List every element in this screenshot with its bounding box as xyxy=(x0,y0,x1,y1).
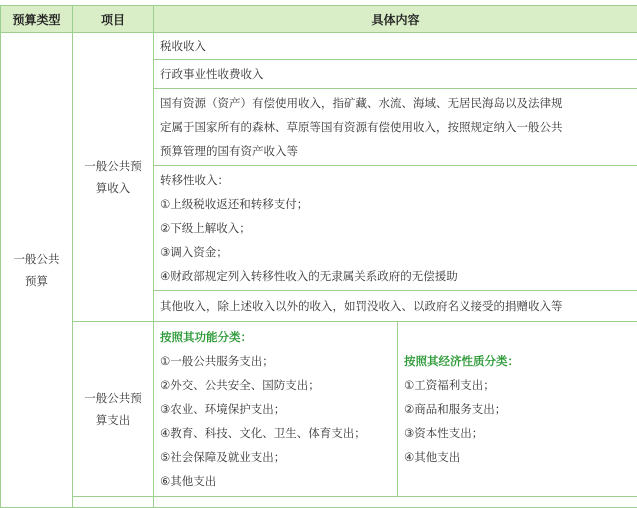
table-row xyxy=(1,322,637,497)
revenue-state-assets xyxy=(154,89,637,166)
revenue-transfer xyxy=(154,166,637,291)
revenue-label-2: 算收入 xyxy=(79,177,147,199)
functional-item: ⑤社会保障及就业支出； xyxy=(160,445,391,469)
transfer-line: 转移性收入： xyxy=(160,168,631,192)
functional-item: ①一般公共服务支出； xyxy=(160,349,391,373)
economic-item: ④其他支出 xyxy=(404,445,631,469)
transfer-line: ②下级上解收入； xyxy=(160,216,631,240)
header-row xyxy=(1,6,637,33)
header-item: 项目 xyxy=(73,6,154,33)
revenue-fees: 行政事业性收费收入 xyxy=(154,60,637,89)
functional-item: ②外交、公共安全、国防支出； xyxy=(160,373,391,397)
economic-classification xyxy=(398,322,637,496)
functional-item: ③农业、环境保护支出； xyxy=(160,397,391,421)
budget-table xyxy=(0,5,637,508)
functional-classification xyxy=(154,322,398,496)
header-content: 具体内容 xyxy=(154,6,637,33)
category-label-2: 预算 xyxy=(7,270,66,292)
revenue-other: 其他收入，除上述收入以外的收入，如罚没收入、以政府名义接受的捐赠收入等 xyxy=(154,291,637,322)
expenditure-item-cell xyxy=(73,322,154,497)
revenue-tax: 税收收入 xyxy=(154,33,637,60)
functional-item: ⑥其他支出 xyxy=(160,469,391,493)
transfer-line: ①上级税收返还和转移支付； xyxy=(160,192,631,216)
category-label-1: 一般公共 xyxy=(7,248,66,270)
revenue-label-1: 一般公共预 xyxy=(79,155,147,177)
state-assets-line: 预算管理的国有资产收入等 xyxy=(160,139,631,163)
cutoff-item-cell xyxy=(73,497,154,508)
expenditure-label-2: 算支出 xyxy=(79,409,147,431)
transfer-line: ③调入资金； xyxy=(160,240,631,264)
economic-item: ①工资福利支出； xyxy=(404,373,631,397)
revenue-item-cell xyxy=(73,33,154,322)
functional-heading: 按照其功能分类： xyxy=(160,325,391,349)
economic-heading: 按照其经济性质分类： xyxy=(404,349,631,373)
economic-item: ②商品和服务支出； xyxy=(404,397,631,421)
state-assets-line: 定属于国家所有的森林、草原等国有资源有偿使用收入，按照规定纳入一般公共 xyxy=(160,115,631,139)
table-row-cutoff xyxy=(1,497,637,508)
state-assets-line: 国有资源（资产）有偿使用收入，指矿藏、水流、海域、无居民海岛以及法律规 xyxy=(160,91,631,115)
functional-item: ④教育、科技、文化、卫生、体育支出； xyxy=(160,421,391,445)
expenditure-content xyxy=(154,322,637,497)
category-cell xyxy=(1,33,73,508)
header-type: 预算类型 xyxy=(1,6,73,33)
economic-item: ③资本性支出； xyxy=(404,421,631,445)
transfer-line: ④财政部规定列入转移性收入的无隶属关系政府的无偿援助 xyxy=(160,264,631,288)
table-row xyxy=(1,33,637,60)
expenditure-label-1: 一般公共预 xyxy=(79,387,147,409)
cutoff-content-cell xyxy=(154,497,637,508)
